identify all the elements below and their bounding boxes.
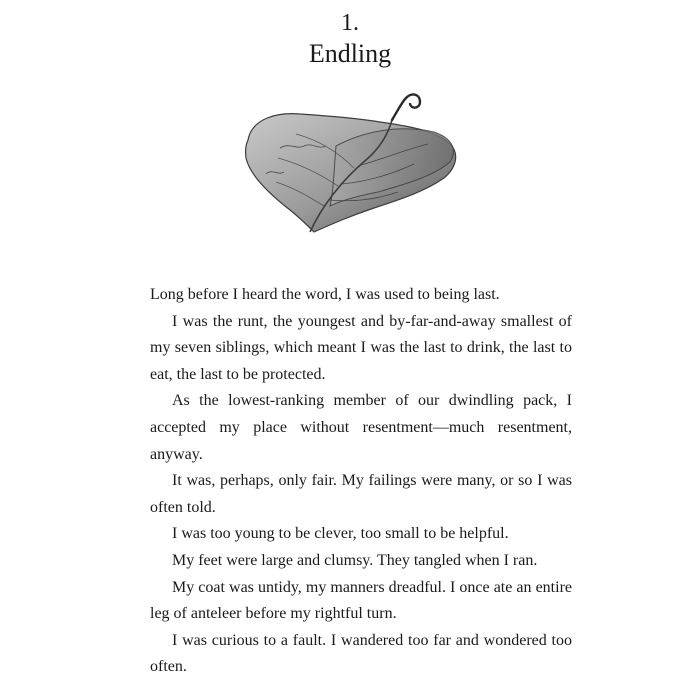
chapter-number: 1. (341, 10, 359, 36)
chapter-title: Endling (308, 39, 392, 68)
paragraph: My feet were large and clumsy. They tangled when I ran. (172, 551, 538, 569)
paragraph: I was the runt, the youngest and by-far-and-away smallest of my seven siblings, which meant I was the last to drink, the last to eat, the last to be protected. (150, 312, 572, 383)
paragraph: It was, perhaps, only fair. My failings were many, or so I was often told. (150, 472, 572, 516)
paragraph: As the lowest-ranking member of our dwindling pack, I accepted my place without resentment—much resentment, anyway. (150, 392, 572, 463)
paragraph: I was curious to a fault. I wandered too far and wondered too often. (150, 631, 572, 676)
paragraph: My coat was untidy, my manners dreadful. I once ate an entire leg of anteleer before my rightful turn. (150, 578, 572, 623)
paragraph: I was too young to be clever, too small to be helpful. (172, 525, 509, 543)
chapter-body (150, 282, 572, 681)
paragraph: Long before I heard the word, I was used to being last. (150, 286, 500, 303)
leaf-icon (238, 88, 466, 238)
